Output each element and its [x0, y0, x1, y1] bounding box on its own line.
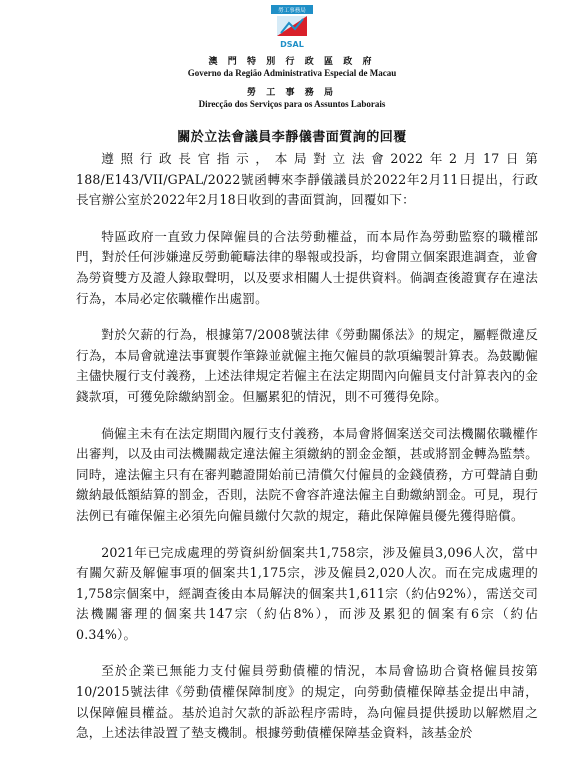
government-name-chinese: 澳 門 特 別 行 政 區 政 府 — [208, 56, 376, 66]
paragraph: 至於企業已無能力支付僱員勞動債權的情況，本局會協助合資格僱員按第10/2015號法律《勞動債權保障制度》的規定，向勞動債權保障基金提出申請，以保障僱員權益。基於追討欠款的訴訟程序需時，為向僱員提供援助以解燃眉之急，上述法律設置了墊支機制。根據勞動債權保障基金資料，該基金於 — [76, 663, 538, 741]
dsal-logo — [267, 5, 317, 49]
logo-text-top: 勞工事務局 — [278, 8, 306, 14]
document-title: 關於立法會議員李靜儀書面質詢的回覆 — [177, 130, 407, 145]
logo-text-bottom: DSAL — [280, 40, 304, 49]
department-name-portuguese: Direcção dos Serviços para os Assuntos Laborais — [198, 99, 386, 109]
department-name-chinese: 勞 工 事 務 局 — [246, 87, 337, 97]
document-body — [76, 149, 538, 760]
government-name-portuguese: Governo da Região Administrativa Especial de Macau — [187, 68, 397, 78]
paragraph: 遵照行政長官指示，本局對立法會2022年2月17日第188/E143/VII/GPAL/2022號函轉來李靜儀議員於2022年2月11日提出，行政長官辦公室於2022年2月18日收到的書面質詢，回覆如下： — [76, 151, 538, 208]
paragraph: 2021年已完成處理的勞資糾紛個案共1,758宗，涉及僱員3,096人次，當中有關欠薪及解僱事項的個案共1,175宗，涉及僱員2,020人次。而在完成處理的1,758宗個案中，經調查後由本局解決的個案共1,611宗（約佔92%），需送交司法機關審理的個案共147宗（約佔8%），而涉及累犯的個案有6宗（約佔0.34%）。 — [76, 544, 538, 642]
paragraph: 倘僱主未有在法定期間內履行支付義務，本局會將個案送交司法機關依職權作出審判，以及由司法機關裁定違法僱主須繳納的罰金金額，甚或將罰金轉為監禁。同時，違法僱主只有在審判聽證開始前已清償欠付僱員的金錢債務，方可聲請自動繳納最低額結算的罰金，否則，法院不會容許違法僱主自動繳納罰金。可見，現行法例已有確保僱主必須先向僱員繳付欠款的規定，藉此保障僱員優先獲得賠償。 — [76, 425, 538, 523]
paragraph: 對於欠薪的行為，根據第7/2008號法律《勞動關係法》的規定，屬輕微違反行為，本局會就違法事實製作筆錄並就僱主拖欠僱員的款項編製計算表。為鼓勵僱主儘快履行支付義務，上述法律規定若僱主在法定期間內向僱員支付計算表內的金錢款項，可獲免除繳納罰金。但屬累犯的情況，則不可獲得免除。 — [76, 327, 538, 404]
paragraph: 特區政府一直致力保障僱員的合法勞動權益，而本局作為勞動監察的職權部門，對於任何涉嫌違反勞動範疇法律的舉報或投訴，均會開立個案跟進調查，並會為勞資雙方及證人錄取聲明，以及要求相關人士提供資料。倘調查後證實存在違法行為，本局必定依職權作出處罰。 — [76, 228, 538, 306]
